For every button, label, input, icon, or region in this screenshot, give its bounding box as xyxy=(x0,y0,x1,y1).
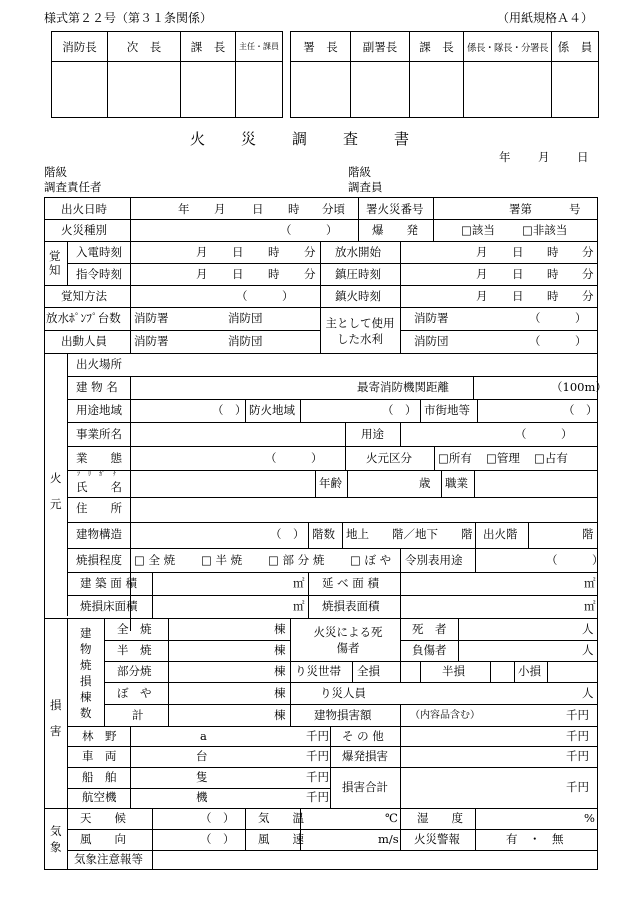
paren-blank: （ ） xyxy=(236,289,294,303)
paren-blank: （ ） xyxy=(382,403,417,417)
own-checkbox[interactable]: □所有 xyxy=(438,451,472,465)
ridge-unit: 棟 xyxy=(274,643,286,657)
percent-unit: % xyxy=(584,811,595,825)
person-unit: 人 xyxy=(582,686,594,700)
person-unit: 人 xyxy=(582,643,594,657)
fire-warning-label: 火災警報 xyxy=(414,832,460,846)
aircraft-unit: 機 xyxy=(196,790,208,804)
ridge-unit: 棟 xyxy=(274,622,286,636)
unit-minute-approx: 分頃 xyxy=(322,202,345,216)
unit-month: 月 xyxy=(196,245,208,259)
date-day: 日 xyxy=(577,150,589,164)
unit-minute: 分 xyxy=(582,267,594,281)
casualties-label: 火災による死傷者 xyxy=(313,625,383,655)
stamp-box[interactable] xyxy=(181,62,236,118)
weather-condition-label: 天 候 xyxy=(80,811,126,825)
ship-label: 船 舶 xyxy=(82,770,117,784)
ridge-unit: 棟 xyxy=(274,708,286,722)
m2-unit: ㎡ xyxy=(584,576,596,590)
stamp-box[interactable] xyxy=(291,62,351,118)
weather-notice-label: 気象注意報等 xyxy=(74,852,143,866)
unit-minute: 分 xyxy=(304,267,316,281)
half-burn-checkbox[interactable]: □ 半 焼 xyxy=(201,553,243,567)
paren-blank: （ ） xyxy=(529,334,587,348)
water-start-label: 放水開始 xyxy=(335,245,381,259)
command-time-label: 指令時刻 xyxy=(76,267,122,281)
approval-unit-leaders: 係長・隊長・分署長 xyxy=(464,32,552,62)
station-fire-number-label: 署火災番号 xyxy=(366,202,424,216)
total-floor-area-label: 延 べ 面 積 xyxy=(322,576,379,590)
responsible-label: 調査責任者 xyxy=(44,180,102,194)
paren-blank: （ ） xyxy=(200,832,235,846)
vehicle-label: 車 両 xyxy=(82,749,117,763)
person-name-label: 氏 名 xyxy=(76,480,122,494)
not-applicable-checkbox[interactable]: □非該当 xyxy=(522,223,568,237)
business-name-label: 事業所名 xyxy=(76,427,122,441)
number-suffix: 号 xyxy=(569,202,581,216)
unit-100m: （100m） xyxy=(551,380,607,394)
rank-label-1: 階級 xyxy=(44,165,67,179)
unit-month: 月 xyxy=(214,202,226,216)
ridge-unit: 棟 xyxy=(274,664,286,678)
unit-day: 日 xyxy=(232,245,244,259)
paren-blank: （ ） xyxy=(546,553,604,567)
ridge-unit: 棟 xyxy=(274,686,286,700)
kyen-unit: 千円 xyxy=(306,729,329,743)
small-loss-label: 小損 xyxy=(518,664,541,678)
half-loss-label: 半損 xyxy=(442,664,465,678)
kyen-unit: 千円 xyxy=(566,749,589,763)
weather-label: 気象 xyxy=(50,824,62,854)
m2-unit: ㎡ xyxy=(293,599,305,613)
wind-speed-label: 風 速 xyxy=(258,832,304,846)
rank-label-2: 階級 xyxy=(348,165,371,179)
use-zone-label: 用途地域 xyxy=(76,403,122,417)
building-name-label: 建 物 名 xyxy=(76,380,118,394)
paren-blank: （ ） xyxy=(270,527,305,541)
paren-blank: （ ） xyxy=(563,403,598,417)
vol-fire-dept-label: 消防団 xyxy=(228,334,263,348)
fire-datetime-label: 出火日時 xyxy=(61,202,107,216)
fire-zone-label: 防火地域 xyxy=(249,403,295,417)
paren-blank: （ ） xyxy=(200,811,235,825)
m2-unit: ㎡ xyxy=(584,599,596,613)
extinguish-time-label: 鎮火時刻 xyxy=(335,289,381,303)
ms-unit: m/s xyxy=(378,832,399,846)
fire-place-label: 出火場所 xyxy=(76,357,122,371)
unit-hour: 時 xyxy=(547,289,559,303)
approval-table-left xyxy=(51,31,283,118)
origin-label: 火元 xyxy=(50,471,62,511)
dead-label: 死 者 xyxy=(412,622,447,636)
stamp-box[interactable] xyxy=(464,62,552,118)
full-burn-label: 全 焼 xyxy=(117,622,152,636)
floors-format: 地上 階／地下 階 xyxy=(346,527,473,541)
use-label: 用途 xyxy=(361,427,384,441)
wind-direction-label: 風 向 xyxy=(80,832,126,846)
unit-day: 日 xyxy=(232,267,244,281)
victims-label: り災人員 xyxy=(320,686,366,700)
stamp-box[interactable] xyxy=(236,62,283,118)
stamp-box[interactable] xyxy=(351,62,410,118)
unit-day: 日 xyxy=(512,289,524,303)
damage-total-label: 損害合計 xyxy=(342,780,388,794)
household-label: り災世帯 xyxy=(295,664,341,678)
awareness-label: 覚知 xyxy=(49,249,61,277)
building-area-label: 建 築 面 積 xyxy=(80,576,137,590)
partial-burn-checkbox[interactable]: □ 部 分 焼 xyxy=(268,553,325,567)
station-prefix: 署第 xyxy=(509,202,532,216)
kyen-unit: 千円 xyxy=(566,729,589,743)
manage-checkbox[interactable]: □管理 xyxy=(486,451,520,465)
table-use-label: 令別表用途 xyxy=(405,553,463,567)
nearest-station-label: 最寄消防機関距離 xyxy=(357,380,449,394)
kyen-unit: 千円 xyxy=(306,770,329,784)
approval-deputy-chief: 次 長 xyxy=(108,32,181,62)
paren-blank: （ ） xyxy=(212,403,247,417)
industry-label: 業 態 xyxy=(76,451,122,465)
burned-floor-area-label: 焼損床面積 xyxy=(80,599,138,613)
floors-label: 階数 xyxy=(312,527,335,541)
fire-dept-label: 消防署 xyxy=(414,311,449,325)
paren-blank: （ ） xyxy=(280,223,338,237)
full-burn-checkbox[interactable]: □ 全 焼 xyxy=(134,553,176,567)
explosion-damage-label: 爆発損害 xyxy=(342,749,388,763)
vehicle-unit: 台 xyxy=(196,749,208,763)
fire-dept-label: 消防署 xyxy=(134,311,169,325)
age-unit: 歳 xyxy=(419,476,431,490)
burn-degree-label: 焼損程度 xyxy=(76,553,122,567)
dispatch-label: 出動人員 xyxy=(61,334,107,348)
paren-blank: （ ） xyxy=(529,311,587,325)
origin-class-label: 火元区分 xyxy=(366,451,412,465)
stamp-box[interactable] xyxy=(108,62,181,118)
building-damage-label: 建物損害額 xyxy=(314,708,372,722)
vol-fire-dept-label: 消防団 xyxy=(414,334,449,348)
main-water-label: 主として使用した水利 xyxy=(325,316,395,346)
unit-day: 日 xyxy=(512,267,524,281)
investigator-label: 調査員 xyxy=(348,180,383,194)
approval-table-right xyxy=(290,31,599,118)
boya-checkbox[interactable]: □ ぼ や xyxy=(350,553,392,567)
paper-size: （用紙規格Ａ４） xyxy=(497,11,594,25)
pump-count-label: 放水ﾎﾟﾝﾌﾟ台数 xyxy=(46,311,121,325)
unit-month: 月 xyxy=(476,289,488,303)
ship-unit: 隻 xyxy=(196,770,208,784)
unit-day: 日 xyxy=(512,245,524,259)
unit-month: 月 xyxy=(476,267,488,281)
stamp-box[interactable] xyxy=(52,62,108,118)
approval-staff: 主任・課員 xyxy=(236,32,283,62)
person-unit: 人 xyxy=(582,622,594,636)
kyen-unit: 千円 xyxy=(306,790,329,804)
unit-minute: 分 xyxy=(582,245,594,259)
celsius-unit: ℃ xyxy=(385,811,398,825)
approval-fire-chief: 消防長 xyxy=(52,32,108,62)
approval-section-chief: 課 長 xyxy=(181,32,236,62)
stamp-box[interactable] xyxy=(552,62,599,118)
applicable-checkbox[interactable]: □該当 xyxy=(461,223,495,237)
age-label: 年齢 xyxy=(319,476,342,490)
approval-station-chief: 署 長 xyxy=(291,32,351,62)
unit-minute: 分 xyxy=(582,289,594,303)
kyen-unit: 千円 xyxy=(306,749,329,763)
occupation-label: 職業 xyxy=(445,476,468,490)
awareness-method-label: 覚知方法 xyxy=(61,289,107,303)
unit-hour: 時 xyxy=(268,267,280,281)
total-label: 計 xyxy=(132,708,144,722)
furigana-label: ﾌ ﾘ ｶﾞ ﾅ xyxy=(77,471,118,478)
notify-time-label: 入電時刻 xyxy=(76,245,122,259)
address-label: 住 所 xyxy=(76,501,122,515)
unit-hour: 時 xyxy=(547,245,559,259)
approval-section-chief-2: 課 長 xyxy=(410,32,464,62)
incl-contents-note: （内容品含む） xyxy=(410,710,480,721)
forest-label: 林 野 xyxy=(82,729,117,743)
unit-hour: 時 xyxy=(268,245,280,259)
aircraft-label: 航空機 xyxy=(82,790,117,804)
vol-fire-dept-label: 消防団 xyxy=(228,311,263,325)
unit-minute: 分 xyxy=(304,245,316,259)
structure-label: 建物構造 xyxy=(76,527,122,541)
unit-year: 年 xyxy=(178,202,190,216)
fire-dept-label: 消防署 xyxy=(134,334,169,348)
paren-blank: （ ） xyxy=(515,427,573,441)
unit-month: 月 xyxy=(476,245,488,259)
are-unit: a xyxy=(200,729,207,743)
unit-day: 日 xyxy=(252,202,264,216)
building-burn-count-label: 建物焼損棟数 xyxy=(80,626,92,720)
partial-burn-label: 部分焼 xyxy=(117,664,152,678)
m2-unit: ㎡ xyxy=(293,576,305,590)
occupy-checkbox[interactable]: □占有 xyxy=(534,451,568,465)
page-title: 火 災 調 査 書 xyxy=(190,130,412,148)
kyen-unit: 千円 xyxy=(566,780,589,794)
approval-clerk: 係 員 xyxy=(552,32,599,62)
humidity-label: 湿 度 xyxy=(417,811,463,825)
fire-type-label: 火災種別 xyxy=(61,223,107,237)
explosion-label: 爆 発 xyxy=(372,223,418,237)
unit-hour: 時 xyxy=(288,202,300,216)
paren-blank: （ ） xyxy=(265,451,323,465)
damage-label: 損害 xyxy=(50,698,62,738)
burned-surface-area-label: 焼損表面積 xyxy=(322,599,380,613)
origin-floor-label: 出火階 xyxy=(483,527,518,541)
other-label: そ の 他 xyxy=(342,729,384,743)
unit-month: 月 xyxy=(196,267,208,281)
suppress-time-label: 鎮圧時刻 xyxy=(335,267,381,281)
date-month: 月 xyxy=(538,150,550,164)
stamp-box[interactable] xyxy=(410,62,464,118)
injured-label: 負傷者 xyxy=(412,643,447,657)
floor-unit: 階 xyxy=(582,527,594,541)
boya-label: ぼ や xyxy=(117,686,152,700)
yes-no-options[interactable]: 有 ・ 無 xyxy=(506,832,564,846)
temperature-label: 気 温 xyxy=(258,811,304,825)
urban-label: 市街地等 xyxy=(424,403,470,417)
kyen-unit: 千円 xyxy=(566,708,589,722)
half-burn-label: 半 焼 xyxy=(117,643,152,657)
full-loss-label: 全損 xyxy=(357,664,380,678)
date-year: 年 xyxy=(499,150,511,164)
unit-hour: 時 xyxy=(547,267,559,281)
form-number: 様式第２２号（第３１条関係） xyxy=(44,11,213,25)
approval-deputy-station-chief: 副署長 xyxy=(351,32,410,62)
